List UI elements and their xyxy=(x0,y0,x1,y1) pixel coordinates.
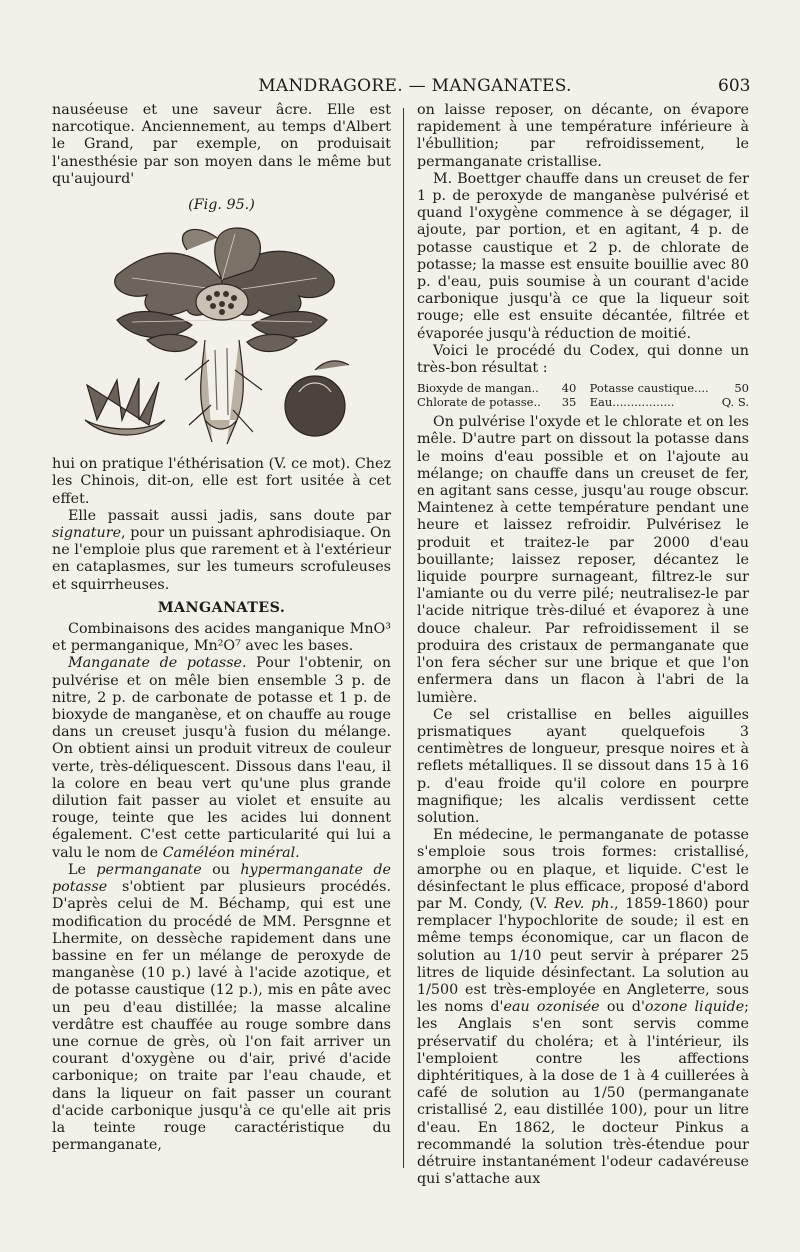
paragraph: Manganate de potasse. Pour l'obtenir, on pulvérise et on mêle bien ensemble 3 p. de nitre, 2 p. de carbonate de potasse et 1 p. de bioxyde de manganèse, et on chauffe au rouge dans un creuset jusqu'à fusion du mélange. On obtient ainsi un produit vitreux de couleur verte, très-déliquescent. Dissous dans l'eau, il la colore en beau vert qu'une plus grande dilution fait passer au violet et ensuite au rouge, teinte que les acides lui donnent également. C'est cette particularité qui lui a valu le nom de Caméléon minéral. xyxy=(52,655,391,861)
paragraph: On pulvérise l'oxyde et le chlorate et on les mêle. D'autre part on dissout la potasse dans le moins d'eau possible et on l'ajoute au mélange; on chauffe dans un creuset de fer, en agitant sans cesse, jusqu'au rouge obscur. Maintenez à cette température pendant une heure et laissez refroidir. Pulvérisez le produit et traitez-le par 2000 d'eau bouillante; laissez reposer, décantez le liquide pourpre surnageant, filtrez-le sur l'amiante ou du verre pilé; neutralisez-le par l'acide nitrique très-dilué et évaporez à une douce chaleur. Par refroidissement il se produira des cristaux de permanganate que l'on fera sécher sur une brique et que l'on enfermera dans un flacon à l'abri de la lumière. xyxy=(417,414,749,706)
paragraph: on laisse reposer, on décante, on évapore rapidement à une température inférieure à l'ébullition; par refroidissement, le permanganate cristallise. xyxy=(417,102,749,170)
recipe-table xyxy=(417,381,749,409)
recipe-row: Chlorate de potasse.. 35 xyxy=(417,395,577,410)
page-number: 603 xyxy=(718,76,751,96)
paragraph: nauséeuse et une saveur âcre. Elle est narcotique. Anciennement, au temps d'Albert le Grand, par exemple, on produisait l'anesthésie par son moyen dans le même but qu'aujourd' xyxy=(52,102,391,187)
recipe-row: Bioxyde de mangan.. 40 xyxy=(417,381,577,396)
figure-caption: (Fig. 95.) xyxy=(188,197,255,214)
paragraph: Combinaisons des acides manganique MnO³ et permanganique, Mn²O⁷ avec les bases. xyxy=(52,621,391,655)
paragraph: Ce sel cristallise en belles aiguilles prismatiques ayant quelquefois 3 centimètres de longueur, presque noires et à reflets métalliques. Il se dissout dans 15 à 16 p. d'eau froide qu'il colore en pourpre magnifique; les alcalis verdissent cette solution. xyxy=(417,706,749,826)
paragraph: Elle passait aussi jadis, sans doute par signature, pour un puissant aphrodisiaque. On ne l'emploie plus que rarement et à l'extérieur en cataplasmes, sur les tumeurs scrofuleuses et squirrheuses. xyxy=(52,507,391,593)
paragraph: En médecine, le permanganate de potasse s'emploie sous trois formes: cristallisé, amorphe ou en plaque, et liquide. C'est le désinfectant le plus efficace, proposé d'abord par M. Condy, (V. Rev. ph., 1859-1860) pour remplacer l'hypochlorite de soude; il est en même temps économique, car un flacon de solution au 1/10 peut servir à préparer 25 litres de liquide désinfectant. La solution au 1/500 est très-employée en Angleterre, sous les noms d'eau ozonisée ou d'ozone liquide; les Anglais s'en sont servis comme préservatif du choléra; et à l'intérieur, ils l'emploient contre les affections diphtéritiques, à la dose de 1 à 4 cuillerées à café de solution au 1/50 (permanganate cristallisé 2, eau distillée 100), pour un litre d'eau. En 1862, le docteur Pinkus a recommandé la solution très-étendue pour détruire instantanément l'odeur cadavéreuse qui s'attache aux xyxy=(417,827,749,1188)
right-column xyxy=(417,102,749,1188)
recipe-row: Potasse caustique.... 50 xyxy=(589,381,749,396)
left-column xyxy=(52,102,391,1154)
recipe-row: Eau................. Q. S. xyxy=(589,395,749,410)
section-heading: MANGANATES. xyxy=(157,599,286,616)
paragraph: Le permanganate ou hypermanganate de potasse s'obtient par plusieurs procédés. D'après celui de M. Béchamp, qui est une modification du procédé de MM. Persgnne et Lhermite, on dessèche rapidement dans une bassine en fer un mélange de peroxyde de manganèse (10 p.) lavé à l'acide azotique, et de potasse caustique (12 p.), mis en pâte avec un peu d'eau distillée; la masse alcaline verdâtre est chauffée au rouge sombre dans une cornue de grès, où l'on fait arriver un courant d'oxygène ou d'air, privé d'acide carbonique; on traite par l'eau chaude, et dans la liqueur on fait passer un courant d'acide carbonique jusqu'à ce qu'elle ait pris la teinte rouge caractéristique du permanganate, xyxy=(52,861,391,1154)
paragraph: M. Boettger chauffe dans un creuset de fer 1 p. de peroxyde de manganèse pulvérisé et quand l'oxygène commence à se dégager, il ajoute, par portion, et en agitant, 4 p. de potasse caustique et 2 p. de chlorate de potasse; la masse est ensuite bouillie avec 80 p. d'eau, puis soumise à un courant d'acide carbonique jusqu'à ce que la liqueur soit rouge; elle est ensuite décantée, filtrée et évaporée jusqu'à réduction de moitié. xyxy=(417,170,749,342)
paragraph: hui on pratique l'éthérisation (V. ce mot). Chez les Chinois, dit-on, elle est fort usitée à cet effet. xyxy=(52,456,391,507)
running-header: MANDRAGORE. — MANGANATES. xyxy=(258,76,572,96)
paragraph: Voici le procédé du Codex, qui donne un très-bon résultat : xyxy=(417,342,749,377)
mandrake-plant-illustration xyxy=(77,220,367,450)
column-divider xyxy=(403,108,404,1168)
